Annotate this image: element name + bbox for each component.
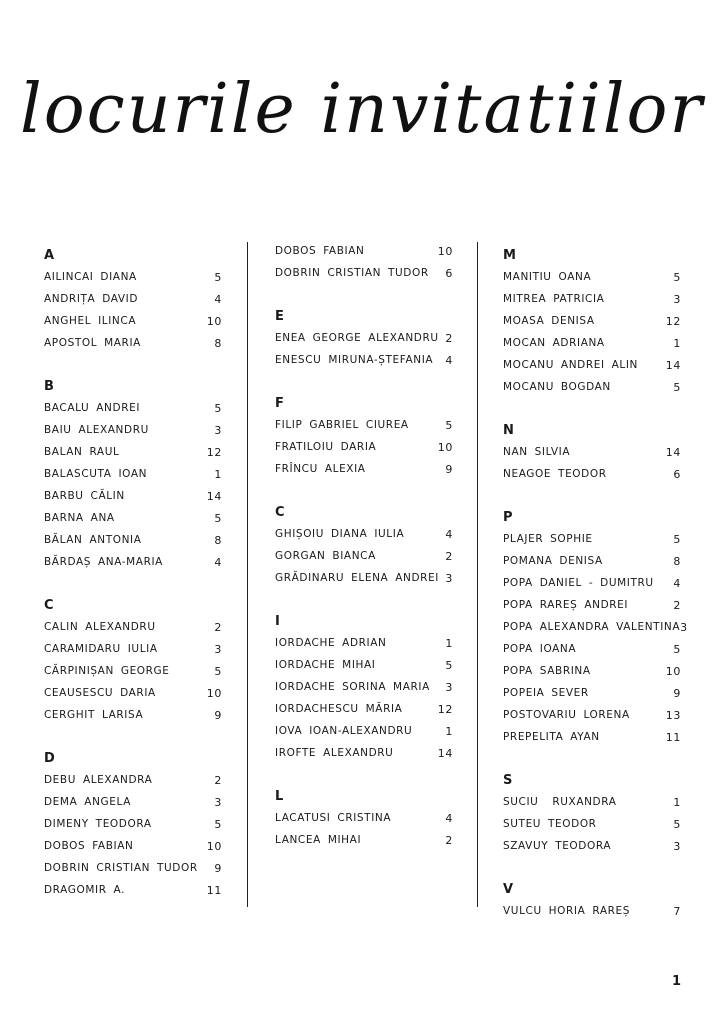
guest-row <box>44 616 222 638</box>
section-letter: E <box>275 309 284 324</box>
guest-name: BACALU ANDREI <box>44 402 141 414</box>
guest-name: CEAUSESCU DARIA <box>44 687 156 699</box>
guest-name: GHIȘOIU DIANA IULIA <box>275 528 405 540</box>
table-number: 11 <box>206 883 222 897</box>
section-gap <box>503 398 681 415</box>
column-divider <box>247 242 248 907</box>
guest-name: CERGHIT LARISA <box>44 709 144 721</box>
guest-name: DEMA ANGELA <box>44 796 131 808</box>
table-number: 8 <box>214 533 222 547</box>
table-number: 13 <box>665 708 681 722</box>
section-gap <box>275 480 453 497</box>
table-number: 2 <box>214 620 222 634</box>
table-number: 10 <box>437 440 453 454</box>
guest-name: NEAGOE TEODOR <box>503 468 607 480</box>
table-number: 12 <box>206 445 222 459</box>
section-letter: D <box>44 751 55 766</box>
guest-name: BAIU ALEXANDRU <box>44 424 149 436</box>
table-number: 4 <box>445 527 453 541</box>
table-number: 5 <box>673 817 681 831</box>
guest-row <box>275 523 453 545</box>
guest-row <box>503 528 681 550</box>
table-number: 5 <box>214 664 222 678</box>
guest-row <box>275 698 453 720</box>
guest-row <box>503 572 681 594</box>
guest-name: BALAN RAUL <box>44 446 120 458</box>
letter-section <box>503 421 681 502</box>
guest-row <box>275 436 453 458</box>
letter-section <box>275 394 453 497</box>
guest-name: IOVA IOAN-ALEXANDRU <box>275 725 413 737</box>
table-number: 1 <box>445 636 453 650</box>
table-number: 14 <box>665 358 681 372</box>
guest-row <box>275 240 453 262</box>
table-number: 3 <box>214 642 222 656</box>
guest-row <box>275 262 453 284</box>
guest-name: POPA SABRINA <box>503 665 591 677</box>
table-number: 3 <box>214 795 222 809</box>
letter-section <box>44 377 222 590</box>
guest-row <box>503 813 681 835</box>
guest-row <box>44 857 222 879</box>
table-number: 10 <box>206 314 222 328</box>
table-number: 2 <box>445 331 453 345</box>
guest-row <box>275 349 453 371</box>
table-number: 2 <box>673 598 681 612</box>
guest-row <box>44 769 222 791</box>
table-number: 14 <box>437 746 453 760</box>
section-letter: P <box>503 510 513 525</box>
guest-row <box>44 419 222 441</box>
table-number: 3 <box>673 292 681 306</box>
guest-name: IORDACHE MIHAI <box>275 659 376 671</box>
guest-row <box>503 463 681 485</box>
table-number: 5 <box>445 658 453 672</box>
table-number: 12 <box>437 702 453 716</box>
table-number: 1 <box>445 724 453 738</box>
table-number: 14 <box>665 445 681 459</box>
guest-row <box>503 354 681 376</box>
guest-row <box>503 660 681 682</box>
guest-name: LACATUSI CRISTINA <box>275 812 392 824</box>
guest-name: SUTEU TEODOR <box>503 818 597 830</box>
table-number: 3 <box>680 620 688 634</box>
table-number: 3 <box>214 423 222 437</box>
column-divider <box>477 242 478 907</box>
guest-name: GRĂDINARU ELENA ANDREI <box>275 572 439 584</box>
guest-name: IROFTE ALEXANDRU <box>275 747 394 759</box>
guest-row <box>44 288 222 310</box>
table-number: 5 <box>673 380 681 394</box>
table-number: 8 <box>214 336 222 350</box>
guest-name: NAN SILVIA <box>503 446 571 458</box>
letter-section <box>503 880 681 922</box>
guest-row <box>275 632 453 654</box>
page-number: 1 <box>672 974 682 989</box>
table-number: 7 <box>673 904 681 918</box>
guest-name: POPA RAREȘ ANDREI <box>503 599 629 611</box>
guest-name: ENEA GEORGE ALEXANDRU <box>275 332 439 344</box>
letter-section <box>44 246 222 371</box>
guest-name: MOCAN ADRIANA <box>503 337 605 349</box>
guest-name: SZAVUY TEODORA <box>503 840 612 852</box>
letter-section <box>44 596 222 743</box>
table-number: 3 <box>673 839 681 853</box>
guest-row <box>503 266 681 288</box>
guest-row <box>503 441 681 463</box>
guest-row <box>275 327 453 349</box>
table-number: 10 <box>665 664 681 678</box>
guest-row <box>44 463 222 485</box>
table-number: 9 <box>214 708 222 722</box>
page-title: locurile invitatiilor <box>19 70 704 149</box>
section-gap <box>503 485 681 502</box>
table-number: 12 <box>665 314 681 328</box>
guest-name: ANGHEL ILINCA <box>44 315 137 327</box>
letter-section <box>44 749 222 901</box>
guest-name: APOSTOL MARIA <box>44 337 141 349</box>
guest-name: FILIP GABRIEL CIUREA <box>275 419 409 431</box>
guest-column-1 <box>44 240 222 901</box>
section-letter: M <box>503 248 516 263</box>
guest-row <box>275 676 453 698</box>
guest-name: MOASA DENISA <box>503 315 595 327</box>
table-number: 9 <box>673 686 681 700</box>
section-letter: F <box>275 396 284 411</box>
section-gap <box>44 573 222 590</box>
guest-row <box>44 813 222 835</box>
section-letter: S <box>503 773 513 788</box>
guest-row <box>44 266 222 288</box>
guest-row <box>44 682 222 704</box>
guest-name: IORDACHESCU MĂRIA <box>275 703 403 715</box>
section-gap <box>275 589 453 606</box>
letter-section <box>503 771 681 874</box>
section-letter: C <box>275 505 285 520</box>
section-gap <box>275 371 453 388</box>
table-number: 5 <box>673 532 681 546</box>
guest-name: CĂRPINIȘAN GEORGE <box>44 665 170 677</box>
guest-row <box>44 332 222 354</box>
table-number: 5 <box>214 401 222 415</box>
section-gap <box>275 764 453 781</box>
table-number: 14 <box>206 489 222 503</box>
guest-row <box>275 458 453 480</box>
letter-section <box>275 307 453 388</box>
guest-row <box>275 545 453 567</box>
guest-name: MOCANU ANDREI ALIN <box>503 359 638 371</box>
table-number: 11 <box>665 730 681 744</box>
guest-row <box>275 829 453 851</box>
guest-row <box>44 485 222 507</box>
table-number: 5 <box>214 270 222 284</box>
table-number: 6 <box>673 467 681 481</box>
table-number: 1 <box>214 467 222 481</box>
table-number: 2 <box>214 773 222 787</box>
guest-name: POPEIA SEVER <box>503 687 589 699</box>
table-number: 4 <box>445 811 453 825</box>
guest-row <box>503 288 681 310</box>
section-gap <box>503 857 681 874</box>
guest-name: DEBU ALEXANDRA <box>44 774 153 786</box>
guest-name: MOCANU BOGDAN <box>503 381 611 393</box>
guest-name: GORGAN BIANCA <box>275 550 376 562</box>
section-letter: I <box>275 614 280 629</box>
guest-name: BARBU CĂLIN <box>44 490 125 502</box>
letter-section <box>275 240 453 301</box>
section-letter: A <box>44 248 55 263</box>
guest-column-2 <box>275 240 453 851</box>
guest-name: POPA DANIEL - DUMITRU <box>503 577 654 589</box>
guest-name: IORDACHE SORINA MARIA <box>275 681 430 693</box>
guest-name: POPA ALEXANDRA VALENTINA <box>503 621 681 633</box>
table-number: 5 <box>214 817 222 831</box>
letter-section <box>503 246 681 415</box>
guest-row <box>44 397 222 419</box>
table-number: 1 <box>673 336 681 350</box>
table-number: 6 <box>445 266 453 280</box>
guest-name: DOBRIN CRISTIAN TUDOR <box>275 267 429 279</box>
guest-name: MITREA PATRICIA <box>503 293 605 305</box>
guest-name: DOBOS FABIAN <box>44 840 134 852</box>
guest-name: DRAGOMIR A. <box>44 884 126 896</box>
section-letter: L <box>275 789 284 804</box>
guest-row <box>503 835 681 857</box>
guest-row <box>44 638 222 660</box>
guest-name: DOBRIN CRISTIAN TUDOR <box>44 862 198 874</box>
guest-name: BĂLAN ANTONIA <box>44 534 142 546</box>
guest-name: MANITIU OANA <box>503 271 592 283</box>
guest-row <box>503 704 681 726</box>
table-number: 9 <box>214 861 222 875</box>
guest-name: FRÎNCU ALEXIA <box>275 463 366 475</box>
guest-name: PLAJER SOPHIE <box>503 533 593 545</box>
table-number: 10 <box>206 686 222 700</box>
table-number: 3 <box>445 680 453 694</box>
guest-row <box>275 807 453 829</box>
letter-section <box>275 612 453 781</box>
guest-row <box>44 551 222 573</box>
guest-name: SUCIU RUXANDRA <box>503 796 617 808</box>
section-letter: B <box>44 379 54 394</box>
section-letter: N <box>503 423 514 438</box>
section-gap <box>275 284 453 301</box>
guest-name: BĂRDAȘ ANA-MARIA <box>44 556 163 568</box>
guest-name: IORDACHE ADRIAN <box>275 637 387 649</box>
table-number: 2 <box>445 833 453 847</box>
table-number: 8 <box>673 554 681 568</box>
table-number: 4 <box>214 292 222 306</box>
table-number: 10 <box>437 244 453 258</box>
guest-row <box>503 594 681 616</box>
guest-row <box>275 654 453 676</box>
guest-row <box>44 310 222 332</box>
guest-row <box>44 879 222 901</box>
guest-name: POPA IOANA <box>503 643 577 655</box>
guest-row <box>503 900 681 922</box>
guest-row <box>275 720 453 742</box>
guest-row <box>44 507 222 529</box>
guest-name: FRATILOIU DARIA <box>275 441 377 453</box>
letter-section <box>503 508 688 765</box>
table-number: 1 <box>673 795 681 809</box>
guest-row <box>275 742 453 764</box>
guest-name: CALIN ALEXANDRU <box>44 621 156 633</box>
section-letter: V <box>503 882 514 897</box>
table-number: 5 <box>445 418 453 432</box>
guest-row <box>503 682 681 704</box>
guest-row <box>44 660 222 682</box>
table-number: 4 <box>214 555 222 569</box>
guest-row <box>44 704 222 726</box>
guest-name: ENESCU MIRUNA-ȘTEFANIA <box>275 354 434 366</box>
guest-name: LANCEA MIHAI <box>275 834 362 846</box>
table-number: 5 <box>673 642 681 656</box>
table-number: 2 <box>445 549 453 563</box>
table-number: 9 <box>445 462 453 476</box>
table-number: 4 <box>445 353 453 367</box>
guest-name: DOBOS FABIAN <box>275 245 365 257</box>
table-number: 10 <box>206 839 222 853</box>
guest-row <box>503 376 681 398</box>
guest-row <box>503 310 681 332</box>
table-number: 5 <box>673 270 681 284</box>
section-gap <box>44 354 222 371</box>
guest-name: AILINCAI DIANA <box>44 271 137 283</box>
guest-row <box>503 332 681 354</box>
letter-section <box>275 787 453 851</box>
guest-name: POMANA DENISA <box>503 555 603 567</box>
guest-row <box>503 726 681 748</box>
guest-name: PREPELITA AYAN <box>503 731 600 743</box>
guest-name: CARAMIDARU IULIA <box>44 643 158 655</box>
section-letter: C <box>44 598 54 613</box>
table-number: 3 <box>445 571 453 585</box>
guest-row <box>44 529 222 551</box>
guest-name: POSTOVARIU LORENA <box>503 709 630 721</box>
guest-row <box>275 414 453 436</box>
section-gap <box>44 726 222 743</box>
guest-row <box>44 441 222 463</box>
guest-row <box>503 638 681 660</box>
guest-column-3 <box>503 240 688 922</box>
guest-row <box>44 835 222 857</box>
table-number: 4 <box>673 576 681 590</box>
guest-row <box>503 616 688 638</box>
guest-name: BALASCUTA IOAN <box>44 468 148 480</box>
guest-row <box>503 550 681 572</box>
guest-row <box>44 791 222 813</box>
guest-row <box>275 567 453 589</box>
section-gap <box>503 748 681 765</box>
guest-name: DIMENY TEODORA <box>44 818 152 830</box>
guest-name: VULCU HORIA RAREȘ <box>503 905 630 917</box>
guest-row <box>503 791 681 813</box>
letter-section <box>275 503 453 606</box>
guest-name: BARNA ANA <box>44 512 115 524</box>
table-number: 5 <box>214 511 222 525</box>
guest-name: ANDRIȚA DAVID <box>44 293 139 305</box>
